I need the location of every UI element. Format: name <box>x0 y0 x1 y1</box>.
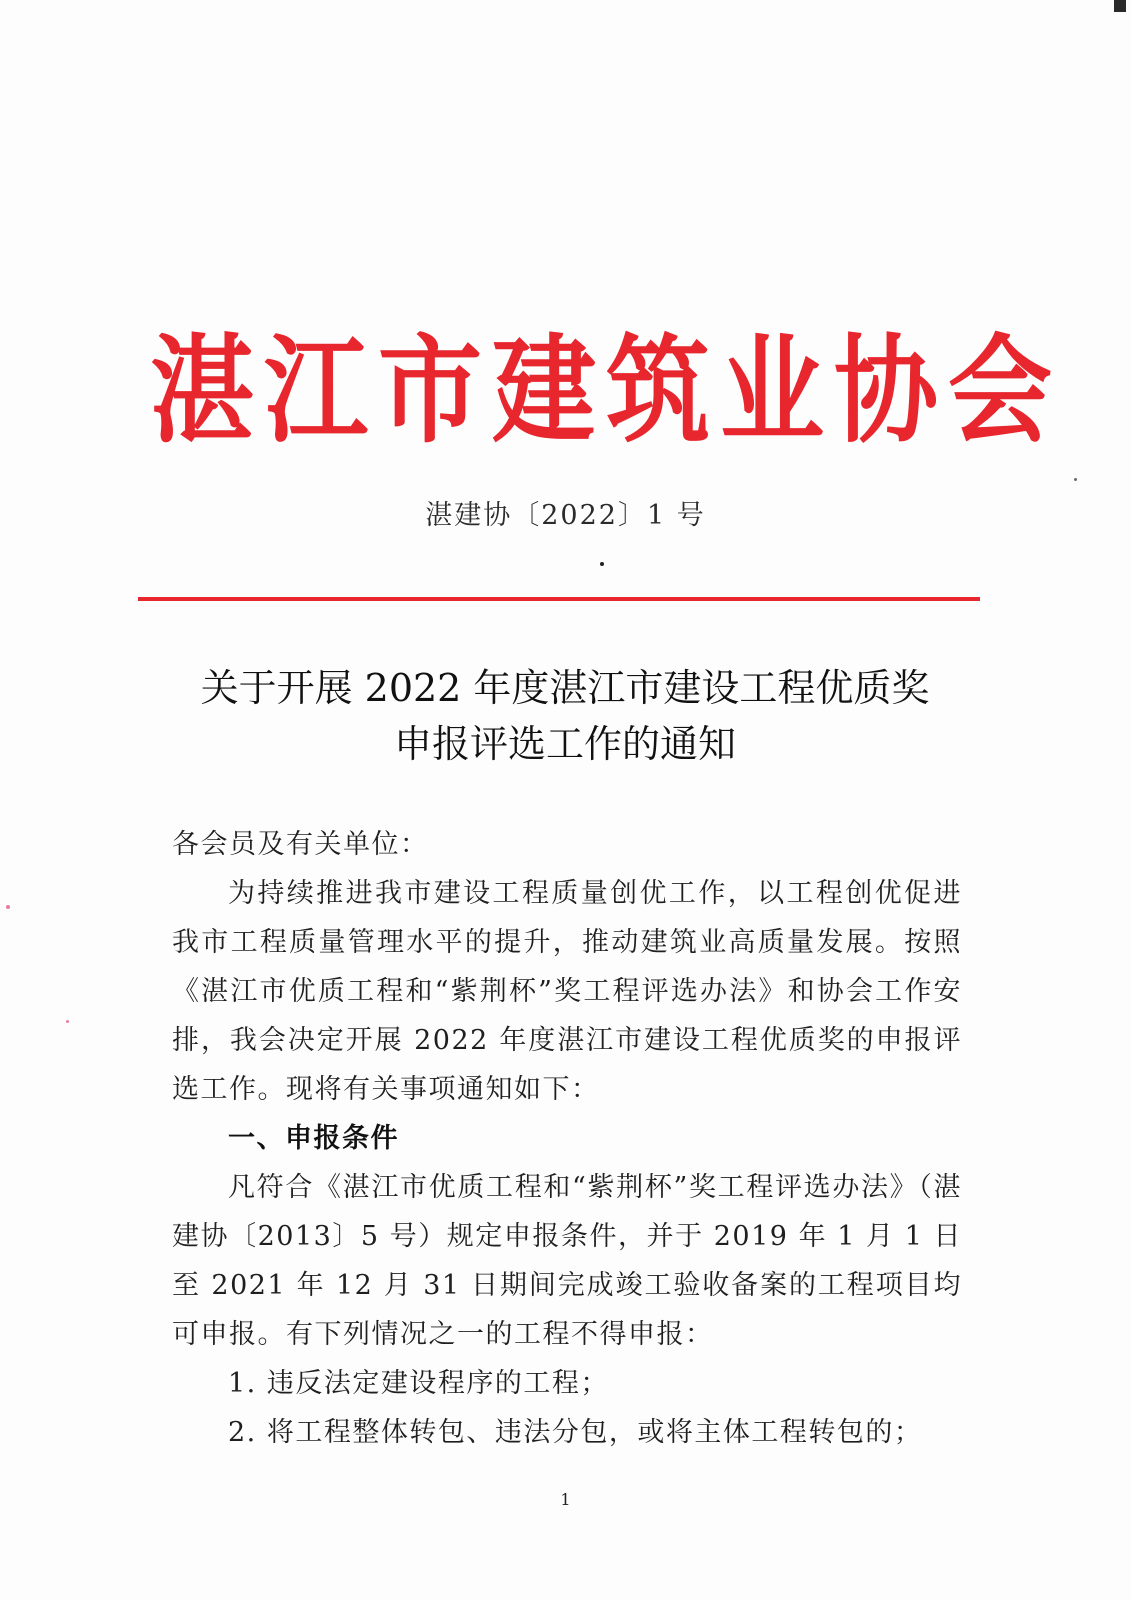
organization-title: 湛江市建筑业协会 <box>150 321 1063 460</box>
document-number: 湛建协〔2022〕1 号 <box>425 500 706 531</box>
notice-title <box>150 660 980 772</box>
scan-speck <box>66 1020 69 1023</box>
list-item: 1. 违反法定建设程序的工程； <box>228 1368 609 1399</box>
scan-corner-mark <box>1114 0 1126 12</box>
section-heading-application-conditions: 一、申报条件 <box>228 1123 399 1154</box>
scan-dot <box>600 562 604 566</box>
application-conditions-paragraph: 凡符合《湛江市优质工程和“紫荆杯”奖工程评选办法》（湛建协〔2013〕5 号）规定申报条件，并于 2019 年 1 月 1 日至 2021 年 12 月 31 日期间完成竣工验收备案的工程项目均可申报。有下列情况之一的工程不得申报： <box>172 1172 962 1350</box>
notice-body <box>172 820 962 1457</box>
page-number: 1 <box>560 1490 571 1509</box>
red-divider-line <box>138 597 980 601</box>
list-item: 2. 将工程整体转包、违法分包，或将主体工程转包的； <box>228 1417 923 1448</box>
intro-paragraph: 为持续推进我市建设工程质量创优工作，以工程创优促进我市工程质量管理水平的提升，推动建筑业高质量发展。按照《湛江市优质工程和“紫荆杯”奖工程评选办法》和协会工作安排，我会决定开展 2022 年度湛江市建设工程优质奖的申报评选工作。现将有关事项通知如下： <box>172 878 962 1105</box>
salutation: 各会员及有关单位： <box>172 829 429 860</box>
scan-speck <box>1074 478 1077 481</box>
notice-title-line-1: 关于开展 2022 年度湛江市建设工程优质奖 <box>200 666 930 710</box>
notice-title-line-2: 申报评选工作的通知 <box>393 722 736 766</box>
scan-speck <box>6 905 10 909</box>
